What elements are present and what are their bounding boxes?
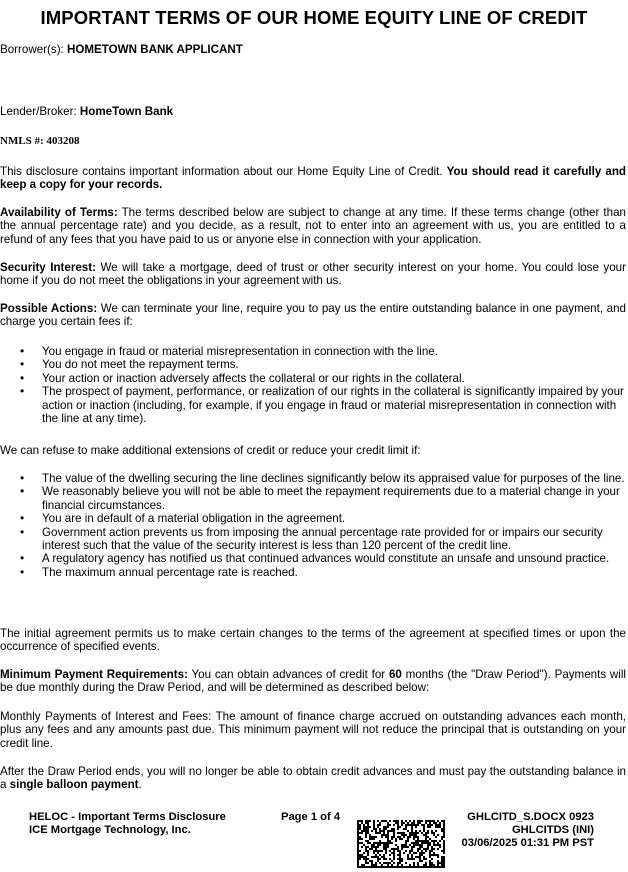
minimum-payment-heading: Minimum Payment Requirements: [0, 668, 188, 681]
draw-period-months: 60 [388, 668, 402, 681]
monthly-payments-paragraph: Monthly Payments of Interest and Fees: The amount of finance charge accrued on outstanding advances each month, plus any fees and any amounts past due. This minimum payment will not reduce the principal that is outstanding on your credit line. [0, 710, 626, 750]
refuse-conditions-list [0, 472, 626, 579]
list-item: • You are in default of a material obligation in the agreement. [0, 512, 626, 525]
lender-line [0, 105, 173, 118]
list-item: • You do not meet the repayment terms. [0, 358, 626, 371]
borrower-label: Borrower(s): [0, 43, 67, 56]
balloon-payment-text: single balloon payment [9, 778, 139, 792]
borrower-value: HOMETOWN BANK APPLICANT [67, 43, 243, 56]
document-title: IMPORTANT TERMS OF OUR HOME EQUITY LINE OF CREDIT [40, 7, 588, 28]
list-item: • The maximum annual percentage rate is reached. [0, 566, 626, 579]
borrower-line [0, 43, 243, 56]
lender-value: HomeTown Bank [79, 105, 174, 118]
page-number: Page 1 of 4 [281, 811, 341, 823]
footer-company: ICE Mortgage Technology, Inc. [29, 824, 191, 836]
barcode-icon [357, 820, 445, 868]
list-item: • The prospect of payment, performance, or realization of our rights in the collateral is significantly impaired by your action or inaction (including, for example, if you engage in fraud or material misrepresentation in connection with the line at any time). [0, 385, 626, 425]
footer-doc-code: GHLCITDS (INI) [511, 824, 594, 836]
footer-left [29, 811, 226, 837]
after-draw-paragraph [0, 765, 626, 792]
list-item: • A regulatory agency has notified us that continued advances would constitute an unsafe and unsound practice. [0, 552, 626, 565]
availability-heading: Availability of Terms: [0, 206, 118, 219]
initial-agreement-paragraph: The initial agreement permits us to make certain changes to the terms of the agreement at specified times or upon the occurrence of specified events. [0, 627, 626, 654]
possible-actions-paragraph [0, 302, 626, 329]
possible-actions-heading: Possible Actions: [0, 302, 98, 315]
list-item: • Government action prevents us from imposing the annual percentage rate provided for or impairs our security interest such that the value of the security interest is less than 120 percent of the credit line. [0, 526, 626, 553]
list-item: • The value of the dwelling securing the line declines significantly below its appraised value for purposes of the line. [0, 472, 626, 485]
security-text: We will take a mortgage, deed of trust or other security interest on your home. You could lose your home if you do not meet the obligations in your agreement with us. [0, 261, 626, 288]
after-draw-end: . [138, 778, 142, 792]
footer-doc-id: GHLCITD_S.DOCX 0923 [467, 811, 594, 823]
minimum-payment-paragraph [0, 668, 626, 695]
footer-timestamp: 03/06/2025 01:31 PM PST [461, 837, 594, 849]
intro-paragraph [0, 165, 626, 192]
availability-paragraph [0, 206, 626, 246]
lender-label: Lender/Broker: [0, 105, 80, 118]
minimum-payment-text-2: months (the "Draw Period"). Payments will be due monthly during the Draw Period, and will be determined as described below: [0, 668, 627, 695]
security-paragraph [0, 261, 626, 288]
refuse-intro: We can refuse to make additional extensions of credit or reduce your credit limit if: [0, 444, 421, 457]
after-draw-text: After the Draw Period ends, you will no longer be able to obtain credit advances and must pay the outstanding balance in a [0, 765, 626, 792]
intro-bold-text: You should read it carefully and keep a copy for your records. [0, 165, 626, 192]
footer-right [440, 811, 594, 850]
list-item: • We reasonably believe you will not be able to meet the repayment requirements due to a material change in your financial circumstances. [0, 485, 626, 512]
security-heading: Security Interest: [0, 261, 96, 274]
list-item: • You engage in fraud or material misrepresentation in connection with the line. [0, 345, 626, 358]
nmls-number: NMLS #: 403208 [0, 135, 80, 147]
list-item: • Your action or inaction adversely affects the collateral or our rights in the collateral. [0, 372, 626, 385]
minimum-payment-text: You can obtain advances of credit for [187, 668, 389, 681]
possible-actions-text: We can terminate your line, require you to pay us the entire outstanding balance in one payment, and charge you certain fees if: [0, 302, 626, 329]
availability-text: The terms described below are subject to change at any time. If these terms change (other than the annual percentage rate) and you decide, as a result, not to enter into an agreement with us, you are entitled to a refund of any fees that you have paid to us or anyone else in connection with your application. [0, 206, 626, 246]
terminate-conditions-list [0, 345, 626, 425]
intro-text: This disclosure contains important information about our Home Equity Line of Credit. [0, 165, 447, 178]
footer-form-name: HELOC - Important Terms Disclosure [29, 811, 226, 823]
